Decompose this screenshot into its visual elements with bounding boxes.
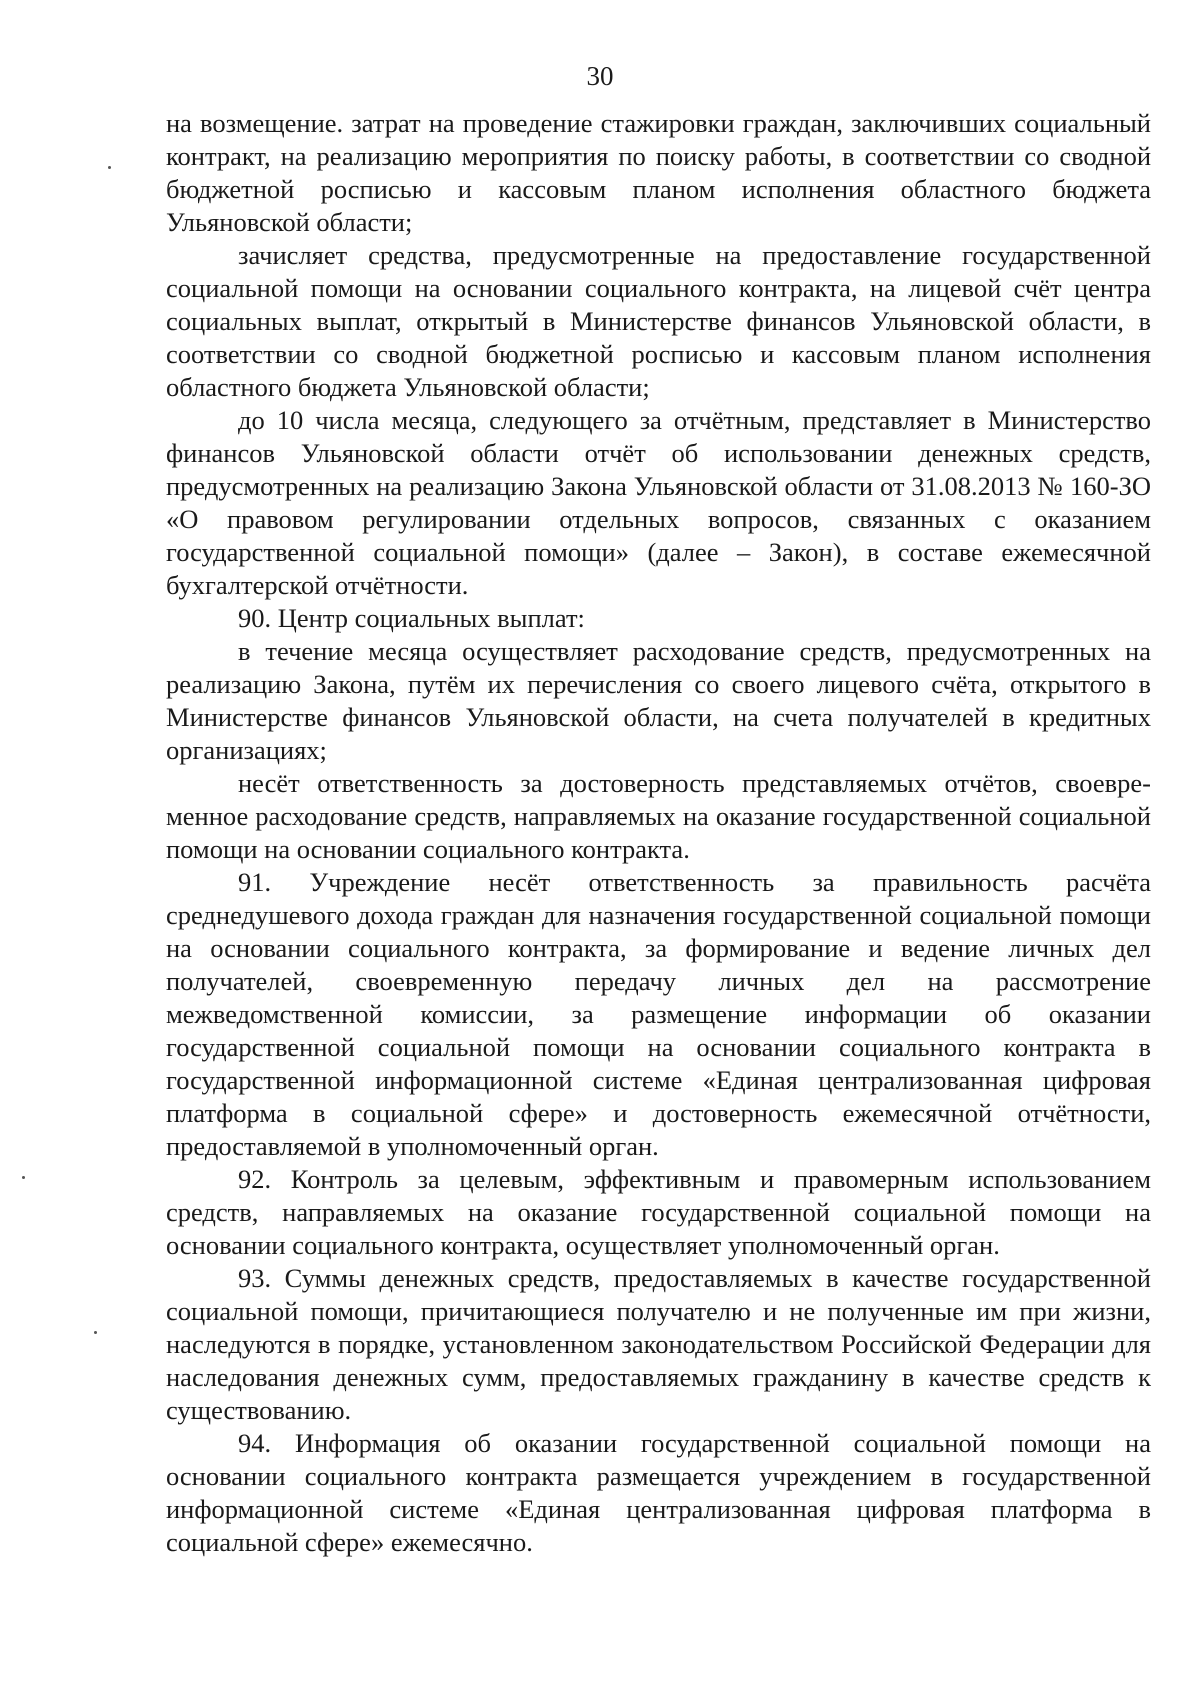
document-body (166, 107, 1151, 1559)
page-number: 30 (586, 61, 614, 91)
paragraph-transfer-funds: зачисляет средства, предусмотренные на предоставление государственной социальной помощи на основании социального контракта, на лицевой счёт центра социальных выплат, открытый в Министерстве финансов Ульяновской области, в соответствии со сводной бюджетной росписью и кассовым планом исполнения областного бюджета Ульяновской области; (166, 240, 1151, 402)
paragraph-item-92: 92. Контроль за целевым, эффективным и правомерным использованием средств, направляемых на оказание государственной социальной помощи на основании социального контракта, осуществляет уполномоченный орган. (166, 1164, 1151, 1260)
paragraph-item-90-heading: 90. Центр социальных выплат: (238, 603, 585, 633)
paragraph-reimbursement-costs: на возмещение. затрат на проведение стажировки граждан, заключивших социальный контракт, на реализацию мероприятия по поиску работы, в соответствии со сводной бюджетной росписью и кассовым планом исполнения областного бюджета Ульяновской области; (166, 108, 1151, 237)
paragraph-monthly-report: до 10 числа месяца, следующего за отчётным, представляет в Министерство финансов Ульяновской области отчёт об использовании денежных средств, предусмотренных на реализацию Закона Ульяновской области от 31.08.2013 № 160-ЗО «О правовом регулировании отдельных вопросов, связанных с оказанием государственной социальной помощи» (далее – Закон), в составе ежемесячной бухгалтерской отчётности. (166, 405, 1151, 600)
scan-speck (94, 1331, 97, 1334)
paragraph-item-94: 94. Информация об оказании государственной социальной помощи на основании социального контракта размещается учреждением в государственной информационной системе «Единая централизованная цифровая платформа в социальной сфере» ежемесячно. (166, 1428, 1151, 1557)
paragraph-item-90-responsibility: несёт ответственность за достоверность представляемых отчётов, своевременное расходование средств, направляемых на оказание государственной социальной помощи на основании социального контракта. (166, 768, 1151, 864)
paragraph-item-90-spending: в течение месяца осуществляет расходование средств, предусмотренных на реализацию Закона, путём их перечисления со своего лицевого счёта, открытого в Министерстве финансов Ульяновской области, на счета получателей в кредитных организациях; (166, 636, 1151, 765)
paragraph-item-91: 91. Учреждение несёт ответственность за правильность расчёта среднедушевого дохода граждан для назначения государственной социальной помощи на основании социального контракта, за формирование и ведение личных дел получателей, своевременную передачу личных дел на рассмотрение межведомственной комиссии, за размещение информации об оказании государственной социальной помощи на основании социального контракта в государственной информационной системе «Единая централизованная цифровая платформа в социальной сфере» и достоверность ежемесячной отчётности, предоставляемой в уполномоченный орган. (166, 867, 1151, 1161)
scan-speck (108, 166, 111, 169)
scan-speck (22, 1176, 25, 1179)
paragraph-item-93: 93. Суммы денежных средств, предоставляемых в качестве государственной социальной помощи, причитающиеся получателю и не полученные им при жизни, наследуются в порядке, установленном законодательством Российской Федерации для наследования денежных сумм, предоставляемых гражданину в качестве средств к существованию. (166, 1263, 1151, 1425)
